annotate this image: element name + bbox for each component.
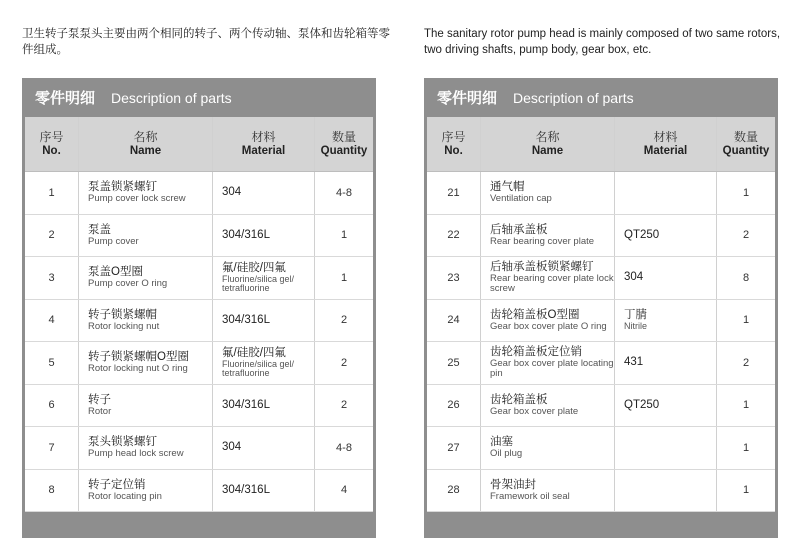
part-quantity: 2 (742, 229, 750, 242)
cell-material (213, 385, 315, 427)
panel-title-cn: 零件明细 (35, 90, 96, 107)
parts-table-left (25, 117, 373, 512)
part-name-cn: 泵头锁紧螺钉 (88, 436, 157, 449)
table-row (427, 470, 775, 513)
cell-name (481, 385, 615, 427)
cell-material (213, 427, 315, 469)
part-name-cn: 泵盖锁紧螺钉 (88, 181, 157, 194)
cell-name (481, 172, 615, 214)
cell-no (427, 215, 481, 257)
row-number: 24 (447, 314, 460, 327)
cell-quantity (315, 470, 373, 512)
row-number: 5 (48, 356, 55, 369)
col-header-no (25, 117, 79, 171)
table-row (25, 342, 373, 385)
table-header-row (25, 117, 373, 172)
cell-name (79, 427, 213, 469)
col-header-no-en: No. (444, 145, 463, 157)
part-name-en: Pump cover (88, 235, 139, 247)
table-body (427, 172, 775, 512)
part-name-cn: 泵盖 (88, 223, 111, 236)
cell-material (615, 427, 717, 469)
col-header-name (79, 117, 213, 171)
part-name-cn: 齿轮箱盖板 (490, 393, 548, 406)
cell-no (25, 470, 79, 512)
cell-material (615, 470, 717, 512)
panel-header (424, 78, 778, 117)
col-header-name-cn: 名称 (133, 130, 158, 144)
cell-quantity (315, 342, 373, 384)
cell-material (615, 172, 717, 214)
material-main: 431 (624, 356, 644, 369)
table-row (25, 427, 373, 470)
row-number: 7 (48, 441, 55, 454)
cell-no (25, 257, 79, 299)
cell-name (79, 300, 213, 342)
cell-name (79, 470, 213, 512)
material-main: 304 (222, 441, 242, 454)
part-name-en: Rear bearing cover plate (490, 235, 595, 247)
row-number: 4 (48, 314, 55, 327)
part-name-en: Framework oil seal (490, 490, 570, 502)
part-name-en: Pump cover O ring (88, 278, 168, 290)
part-quantity: 1 (340, 229, 348, 242)
cell-name (79, 215, 213, 257)
part-name-cn: 后轴承盖板 (490, 223, 548, 236)
col-header-material-cn: 材料 (653, 130, 678, 144)
material-main: QT250 (624, 228, 660, 241)
part-quantity: 2 (340, 314, 348, 327)
cell-no (427, 385, 481, 427)
material-main: 氟/硅胶/四氟 (222, 347, 286, 360)
part-name-cn: 转子 (88, 393, 111, 406)
material-main: 304 (624, 271, 644, 284)
table-row (427, 385, 775, 428)
row-number: 21 (447, 186, 460, 199)
part-quantity: 1 (742, 314, 750, 327)
col-header-material (615, 117, 717, 171)
material-main: 304/316L (222, 313, 270, 326)
part-quantity: 4-8 (336, 441, 352, 454)
material-sub: Nitrile (624, 321, 648, 332)
row-number: 28 (447, 484, 460, 497)
row-number: 22 (447, 229, 460, 242)
part-quantity: 1 (742, 399, 750, 412)
cell-material (213, 257, 315, 299)
material-main: 丁腈 (624, 309, 647, 322)
material-main: 304 (222, 186, 242, 199)
col-header-name-cn: 名称 (535, 130, 560, 144)
cell-quantity (315, 257, 373, 299)
col-header-qty-cn: 数量 (733, 130, 758, 144)
row-number: 23 (447, 271, 460, 284)
table-row (427, 427, 775, 470)
cell-material (213, 215, 315, 257)
cell-quantity (717, 427, 775, 469)
cell-no (427, 172, 481, 214)
col-header-quantity (717, 117, 775, 171)
part-quantity: 1 (742, 186, 750, 199)
cell-quantity (315, 427, 373, 469)
col-header-name-en: Name (531, 145, 564, 157)
part-name-cn: 通气帽 (490, 181, 525, 194)
part-name-en: Pump head lock screw (88, 448, 184, 460)
cell-quantity (315, 172, 373, 214)
cell-material (615, 342, 717, 384)
col-header-material (213, 117, 315, 171)
part-quantity: 1 (742, 484, 750, 497)
cell-no (427, 257, 481, 299)
col-header-material-en: Material (643, 145, 688, 157)
part-name-cn: 泵盖O型圈 (88, 266, 143, 279)
panel-title-cn: 零件明细 (437, 90, 498, 107)
part-name-en: Gear box cover plate (490, 405, 579, 417)
cell-material (615, 385, 717, 427)
table-body (25, 172, 373, 512)
intro-text-en: The sanitary rotor pump head is mainly composed of two same rotors, two driving shafts, pump body, gear box, etc. (424, 28, 781, 56)
cell-quantity (717, 300, 775, 342)
material-sub: Fluorine/silica gel/ tetrafluorine (222, 359, 295, 379)
part-name-en: Rotor locating pin (88, 490, 162, 502)
cell-material (213, 470, 315, 512)
col-header-material-en: Material (241, 145, 286, 157)
cell-quantity (717, 342, 775, 384)
table-row (427, 342, 775, 385)
intro-text-cn: 卫生转子泵泵头主要由两个相同的转子、两个传动轴、泵体和齿轮箱等零件组成。 (22, 28, 390, 56)
cell-no (427, 427, 481, 469)
cell-no (25, 342, 79, 384)
part-name-en: Rear bearing cover plate lock screw (490, 273, 614, 295)
parts-panel-right (424, 78, 778, 538)
part-name-cn: 油塞 (490, 436, 513, 449)
part-quantity: 2 (340, 356, 348, 369)
cell-material (615, 257, 717, 299)
cell-material (213, 342, 315, 384)
part-name-en: Ventilation cap (490, 193, 552, 205)
part-name-en: Rotor (88, 405, 112, 417)
col-header-no (427, 117, 481, 171)
row-number: 3 (48, 271, 55, 284)
cell-quantity (717, 470, 775, 512)
material-main: 304/316L (222, 483, 270, 496)
row-number: 27 (447, 441, 460, 454)
col-header-quantity (315, 117, 373, 171)
col-header-name-en: Name (129, 145, 162, 157)
row-number: 26 (447, 399, 460, 412)
cell-name (481, 470, 615, 512)
parts-table-right (427, 117, 775, 512)
col-header-no-cn: 序号 (39, 130, 64, 144)
col-header-qty-en: Quantity (722, 145, 770, 157)
part-name-cn: 齿轮箱盖板定位销 (490, 346, 582, 359)
part-quantity: 2 (742, 356, 750, 369)
row-number: 25 (447, 356, 460, 369)
material-sub: Fluorine/silica gel/ tetrafluorine (222, 274, 295, 294)
cell-material (213, 300, 315, 342)
cell-no (25, 172, 79, 214)
cell-material (615, 300, 717, 342)
part-name-cn: 转子锁紧螺帽O型圈 (88, 351, 189, 364)
row-number: 6 (48, 399, 55, 412)
row-number: 1 (48, 186, 55, 199)
table-row (427, 215, 775, 258)
part-quantity: 2 (340, 399, 348, 412)
part-name-cn: 转子定位销 (88, 478, 146, 491)
part-name-cn: 骨架油封 (490, 478, 536, 491)
cell-material (615, 215, 717, 257)
cell-name (79, 342, 213, 384)
part-name-cn: 后轴承盖板锁紧螺钉 (490, 261, 594, 274)
panel-title-en: Description of parts (513, 89, 634, 106)
cell-quantity (315, 300, 373, 342)
cell-name (79, 385, 213, 427)
table-row (25, 215, 373, 258)
col-header-no-en: No. (42, 145, 61, 157)
cell-no (427, 300, 481, 342)
material-main: 304/316L (222, 228, 270, 241)
part-quantity: 4 (340, 484, 348, 497)
table-row (427, 257, 775, 300)
part-name-en: Rotor locking nut O ring (88, 363, 188, 375)
part-quantity: 1 (340, 271, 348, 284)
cell-name (79, 172, 213, 214)
cell-name (481, 215, 615, 257)
cell-name (481, 300, 615, 342)
col-header-material-cn: 材料 (251, 130, 276, 144)
material-main: 氟/硅胶/四氟 (222, 262, 286, 275)
cell-material (213, 172, 315, 214)
cell-no (427, 470, 481, 512)
col-header-no-cn: 序号 (441, 130, 466, 144)
part-name-en: Rotor locking nut (88, 320, 160, 332)
cell-quantity (717, 215, 775, 257)
part-name-cn: 转子锁紧螺帽 (88, 308, 157, 321)
table-row (25, 300, 373, 343)
row-number: 8 (48, 484, 55, 497)
table-row (25, 470, 373, 513)
part-name-en: Gear box cover plate O ring (490, 320, 607, 332)
cell-quantity (315, 215, 373, 257)
col-header-qty-cn: 数量 (331, 130, 356, 144)
cell-quantity (315, 385, 373, 427)
cell-name (481, 427, 615, 469)
col-header-qty-en: Quantity (320, 145, 368, 157)
cell-name (481, 257, 615, 299)
cell-no (25, 385, 79, 427)
cell-name (79, 257, 213, 299)
part-name-cn: 齿轮箱盖板O型圈 (490, 308, 580, 321)
cell-no (25, 215, 79, 257)
material-main: QT250 (624, 398, 660, 411)
part-quantity: 1 (742, 441, 750, 454)
panel-header (22, 78, 376, 117)
cell-quantity (717, 385, 775, 427)
table-row (25, 172, 373, 215)
material-main: 304/316L (222, 398, 270, 411)
panel-title-en: Description of parts (111, 89, 232, 106)
parts-panel-left (22, 78, 376, 538)
table-header-row (427, 117, 775, 172)
row-number: 2 (48, 229, 55, 242)
part-quantity: 4-8 (336, 186, 352, 199)
col-header-name (481, 117, 615, 171)
part-name-en: Gear box cover plate locating pin (490, 358, 614, 380)
part-quantity: 8 (742, 271, 750, 284)
table-row (25, 385, 373, 428)
cell-no (25, 300, 79, 342)
table-row (427, 300, 775, 343)
cell-quantity (717, 172, 775, 214)
cell-no (25, 427, 79, 469)
cell-no (427, 342, 481, 384)
table-row (427, 172, 775, 215)
part-name-en: Oil plug (490, 448, 523, 460)
cell-name (481, 342, 615, 384)
cell-quantity (717, 257, 775, 299)
table-row (25, 257, 373, 300)
part-name-en: Pump cover lock screw (88, 193, 186, 205)
